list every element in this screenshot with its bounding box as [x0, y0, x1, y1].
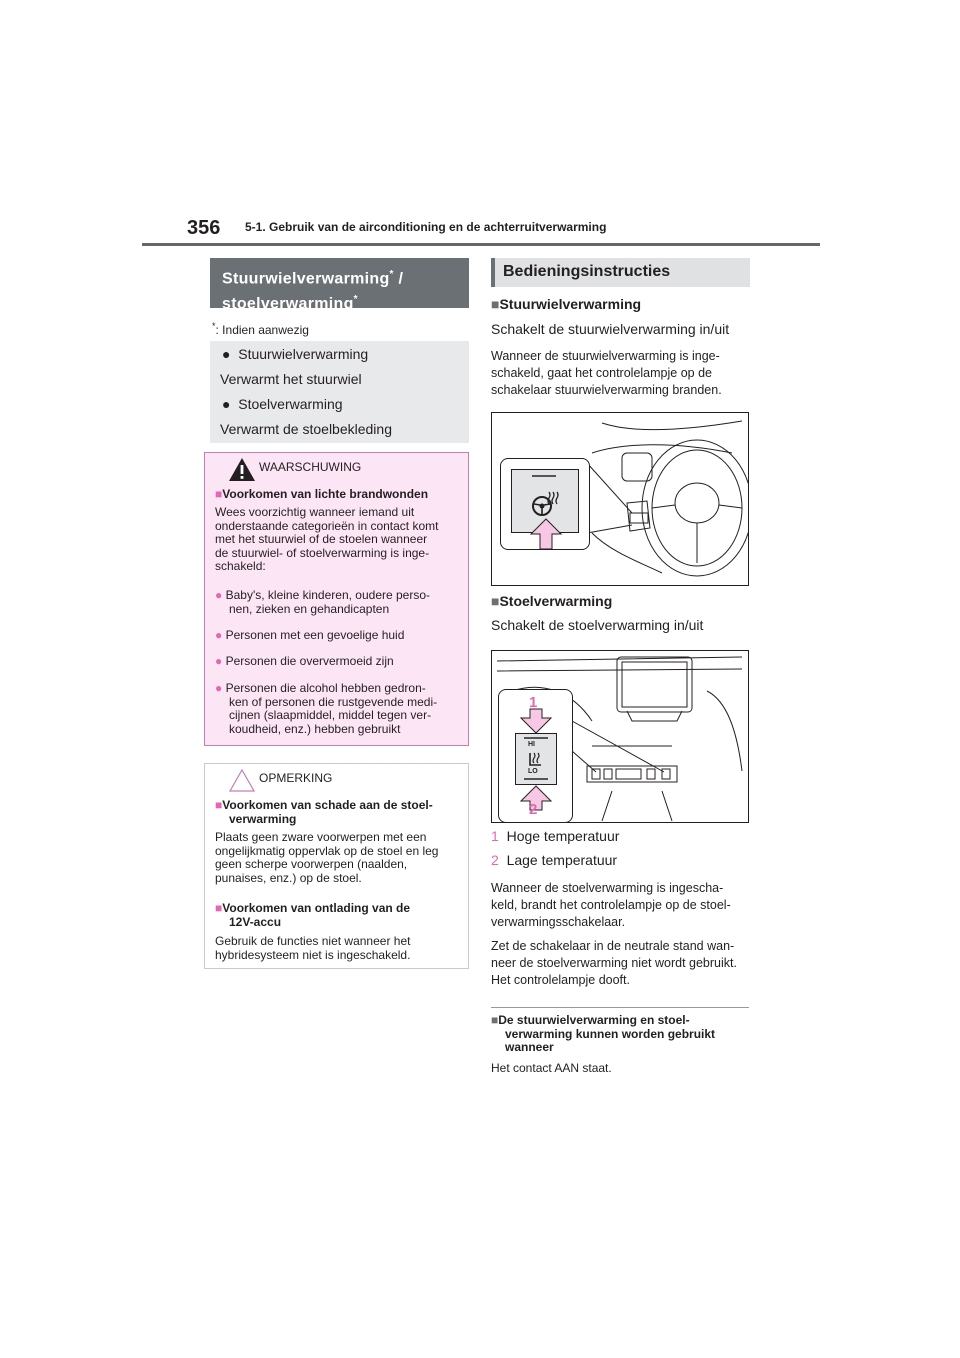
overview-box: [210, 341, 469, 443]
section-title-operation-accent: [491, 258, 495, 287]
notice-subheading-1: ■Voorkomen van schade aan de stoel- verwarming: [215, 798, 433, 826]
warning-title: WAARSCHUWING: [259, 460, 362, 474]
warning-bullet-1: ● Baby's, kleine kinderen, oudere perso- nen, zieken en gehandicapten: [215, 588, 431, 616]
section-title-heating: Stuurwielverwarming* / stoelverwarming*: [210, 258, 469, 308]
info-heading: ■De stuurwielverwarming en stoel- verwarming kunnen worden gebruikt wanneer: [491, 1013, 716, 1054]
warning-bullet-2: ● Personen met een gevoelige huid: [215, 628, 405, 642]
press-arrow-icon: [529, 517, 563, 551]
seat-line: Schakelt de stoelverwarming in/uit: [491, 617, 704, 633]
seat-heading: ■Stoelverwarming: [491, 593, 613, 609]
chapter-title: 5-1. Gebruik van de airconditioning en de achterruitverwarming: [245, 220, 607, 234]
overview-text-seat: Verwarmt de stoelbekleding: [220, 421, 392, 437]
legend-item-1: 1 Hoge temperatuur: [491, 828, 620, 844]
callout-number-2: 2: [529, 801, 538, 818]
seat-heater-icon: [527, 751, 545, 769]
steering-callout: [500, 458, 590, 550]
steering-heading: ■Stuurwielverwarming: [491, 296, 642, 312]
notice-text-2: Gebruik de functies niet wanneer het hybridesysteem niet is ingeschakeld.: [215, 934, 411, 962]
notice-triangle-icon: [228, 768, 256, 793]
notice-text-1: Plaats geen zware voorwerpen met een ongelijkmatig oppervlak op de stoel en leg geen scherpe voorwerpen (naalden, punaises, enz.) op de stoel.: [215, 830, 439, 885]
lo-label: LO: [528, 768, 538, 775]
seat-heater-figure: [491, 650, 749, 823]
notice-subheading-2: ■Voorkomen van ontlading van de 12V-accu: [215, 901, 411, 929]
seat-switch-panel: [515, 733, 557, 785]
notice-box: [204, 763, 469, 969]
overview-text-steering: Verwarmt het stuurwiel: [220, 371, 362, 387]
section-title-operation: Bedieningsinstructies: [491, 258, 750, 287]
overview-item-seat: ● Stoelverwarming: [222, 396, 343, 412]
steering-heater-icon: [530, 490, 560, 518]
overview-item-steering: ● Stuurwielverwarming: [222, 346, 369, 362]
warning-subheading: ■Voorkomen van lichte brandwonden: [215, 487, 429, 501]
steering-description: Wanneer de stuurwielverwarming is inge- schakeld, gaat het controlelampje op de schakelaar stuurwielverwarming branden.: [491, 349, 722, 397]
info-text: Het contact AAN staat.: [491, 1061, 612, 1075]
info-divider: [491, 1007, 749, 1008]
warning-bullet-3: ● Personen die oververmoeid zijn: [215, 654, 394, 668]
seat-description-2: Zet de schakelaar in de neutrale stand wan- neer de stoelverwarming niet wordt gebruikt. Het controlelampje dooft.: [491, 939, 737, 987]
callout-number-1: 1: [529, 694, 538, 711]
steering-heater-figure: [491, 412, 749, 586]
warning-triangle-icon: [228, 457, 256, 482]
page-number: 356: [187, 217, 221, 239]
notice-title: OPMERKING: [259, 771, 333, 785]
legend-item-2: 2 Lage temperatuur: [491, 852, 618, 868]
footnote: *: Indien aanwezig: [212, 321, 309, 337]
header-divider: [142, 243, 820, 246]
warning-intro: Wees voorzichtig wanneer iemand uit onderstaande categorieën in contact komt met het stuurwiel of de stoelen wanneer de stuurwiel- of stoelverwarming is inge- schakeld:: [215, 505, 439, 573]
up-arrow-icon: [519, 708, 553, 734]
seat-description-1: Wanneer de stoelverwarming is ingescha- keld, brandt het controlelampje op de stoel- verwarmingsschakelaar.: [491, 881, 731, 929]
warning-box: [204, 452, 469, 746]
hi-label: HI: [528, 741, 535, 748]
warning-bullet-4: ● Personen die alcohol hebben gedron- ken of personen die rustgevende medi- cijnen (slaapmiddel, middel tegen ver- koudheid, enz.) hebben gebruikt: [215, 681, 438, 736]
steering-line: Schakelt de stuurwielverwarming in/uit: [491, 321, 730, 337]
